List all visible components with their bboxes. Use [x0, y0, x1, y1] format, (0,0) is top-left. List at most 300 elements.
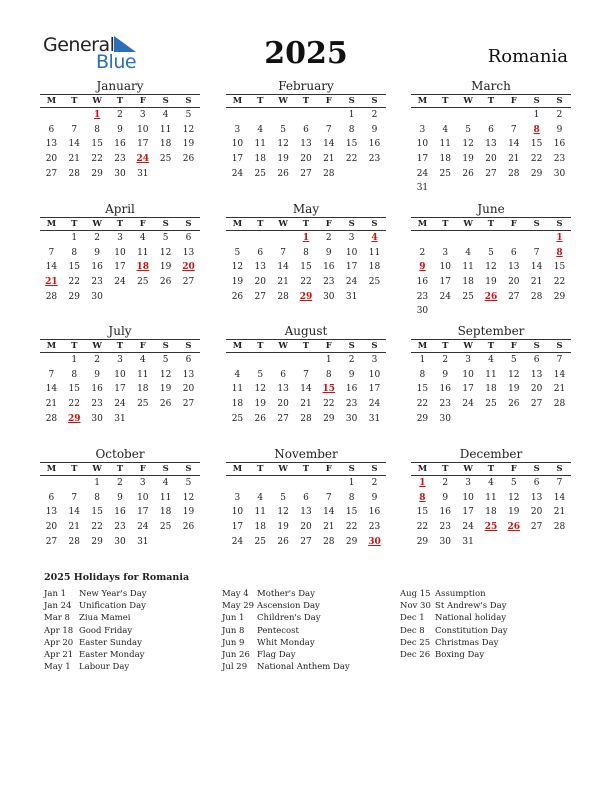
holiday-name: Ascension Day	[257, 601, 320, 612]
day-cell: 5	[488, 247, 494, 258]
holiday-name: Whit Monday	[257, 637, 315, 648]
holiday-item	[44, 612, 147, 624]
day-cell: 18	[159, 507, 172, 518]
holiday-day-cell: 9	[419, 262, 426, 273]
day-cell: 2	[419, 247, 426, 258]
empty-cell	[457, 231, 480, 246]
day-cell: 11	[137, 369, 149, 380]
day-cell: 20	[508, 277, 520, 288]
empty-cell	[249, 108, 272, 123]
day-cell: 20	[300, 154, 312, 165]
day-cell: 29	[91, 536, 103, 547]
empty-cell	[295, 476, 318, 491]
week-row	[411, 123, 571, 138]
weekday-label: T	[116, 341, 124, 351]
weekday-label: S	[348, 464, 355, 474]
weekday-label: T	[302, 464, 310, 474]
day-cell: 4	[488, 355, 494, 365]
day-cell: 22	[416, 399, 429, 410]
empty-cell	[411, 231, 434, 246]
weekday-label: S	[162, 96, 169, 106]
empty-cell	[548, 181, 571, 196]
day-cell: 7	[71, 492, 78, 503]
holiday-column	[222, 588, 350, 673]
day-cell: 17	[368, 384, 381, 395]
week-row	[40, 382, 200, 397]
day-cell: 17	[137, 139, 149, 150]
empty-cell	[363, 290, 386, 305]
day-cell: 1	[71, 355, 78, 365]
week-row	[226, 382, 386, 397]
week-row	[411, 491, 571, 506]
weekday-header	[226, 94, 386, 108]
day-cell: 27	[485, 168, 497, 179]
weekday-header	[411, 339, 571, 353]
month-april	[40, 202, 200, 304]
weekday-label: M	[46, 96, 57, 106]
day-cell: 29	[416, 536, 429, 547]
day-cell: 12	[159, 369, 172, 380]
day-cell: 22	[68, 399, 80, 410]
day-cell: 6	[185, 355, 192, 365]
day-cell: 7	[48, 369, 55, 380]
holiday-date: Jun 1	[222, 613, 245, 624]
week-row	[411, 137, 571, 152]
holiday-item	[400, 600, 508, 612]
week-row	[226, 491, 386, 506]
day-cell: 11	[254, 139, 266, 150]
weekday-label: S	[185, 96, 192, 106]
day-cell: 26	[182, 522, 195, 533]
day-cell: 27	[254, 291, 266, 302]
day-cell: 19	[277, 522, 289, 533]
day-cell: 3	[465, 355, 471, 365]
day-cell: 12	[182, 124, 195, 135]
weekday-label: M	[232, 464, 243, 474]
week-row	[411, 397, 571, 412]
day-cell: 20	[530, 507, 543, 518]
day-cell: 23	[368, 522, 381, 533]
day-cell: 4	[162, 110, 169, 120]
day-cell: 6	[280, 369, 286, 380]
day-cell: 7	[556, 355, 563, 365]
empty-cell	[295, 108, 318, 123]
week-row	[411, 260, 571, 275]
month-title: September	[457, 324, 525, 338]
empty-cell	[177, 535, 200, 550]
day-cell: 4	[257, 492, 264, 503]
weekday-label: W	[92, 96, 102, 106]
holiday-item	[222, 588, 350, 600]
week-row	[40, 353, 200, 368]
day-cell: 11	[254, 507, 266, 518]
day-cell: 7	[303, 369, 309, 380]
weekday-label: F	[510, 96, 517, 106]
holiday-name: New Year's Day	[79, 589, 147, 599]
day-cell: 29	[323, 413, 335, 424]
empty-cell	[154, 412, 177, 427]
day-cell: 28	[300, 413, 312, 424]
month-title: June	[477, 202, 505, 216]
day-cell: 15	[345, 139, 358, 150]
day-cell: 13	[300, 139, 312, 150]
empty-cell	[457, 304, 480, 319]
holiday-date: Dec 1	[400, 613, 425, 624]
day-cell: 17	[416, 154, 429, 165]
day-cell: 12	[159, 247, 172, 258]
holiday-name: Christmas Day	[435, 637, 499, 648]
day-cell: 10	[345, 247, 358, 258]
day-cell: 22	[91, 154, 103, 165]
day-cell: 21	[300, 399, 312, 410]
day-cell: 10	[114, 369, 126, 380]
page-title-year: 2025	[264, 36, 348, 71]
day-cell: 20	[45, 154, 58, 165]
month-title: October	[95, 447, 145, 461]
holiday-column	[400, 588, 508, 661]
weekday-label: W	[463, 341, 473, 351]
holiday-item	[400, 588, 508, 600]
empty-cell	[480, 181, 503, 196]
empty-cell	[457, 108, 480, 123]
day-cell: 2	[325, 233, 332, 243]
day-cell: 21	[323, 522, 335, 533]
day-cell: 16	[439, 507, 451, 518]
weekday-label: T	[487, 341, 495, 351]
day-cell: 6	[257, 247, 264, 258]
holiday-item	[44, 661, 147, 673]
month-title: July	[108, 324, 132, 338]
day-cell: 21	[530, 277, 543, 288]
day-cell: 23	[91, 399, 103, 410]
holiday-day-cell: 1	[302, 233, 310, 243]
day-cell: 16	[91, 384, 103, 395]
day-cell: 22	[323, 399, 335, 410]
day-cell: 31	[416, 183, 429, 194]
week-row	[411, 231, 571, 246]
day-cell: 30	[345, 413, 358, 424]
week-row	[40, 368, 200, 383]
empty-cell	[226, 476, 249, 491]
day-cell: 18	[439, 154, 451, 165]
day-cell: 17	[462, 507, 474, 518]
holiday-day-cell: 15	[322, 384, 336, 395]
weekday-label: S	[533, 96, 540, 106]
week-row	[226, 231, 386, 246]
weekday-header	[226, 462, 386, 476]
day-cell: 3	[348, 233, 355, 243]
weekday-label: W	[463, 219, 473, 229]
month-title: May	[292, 202, 320, 216]
holiday-item	[222, 637, 350, 649]
empty-cell	[363, 167, 386, 182]
month-september	[411, 324, 571, 426]
day-cell: 24	[231, 536, 244, 547]
week-row	[411, 246, 571, 261]
day-cell: 5	[162, 355, 169, 365]
empty-cell	[177, 290, 200, 305]
day-cell: 4	[234, 369, 241, 380]
day-cell: 14	[45, 384, 58, 395]
day-cell: 19	[485, 277, 497, 288]
day-cell: 30	[416, 306, 429, 317]
week-row	[40, 108, 200, 123]
holiday-item	[222, 661, 350, 673]
week-row	[226, 368, 386, 383]
weekday-label: T	[302, 96, 310, 106]
day-cell: 25	[462, 291, 474, 302]
day-cell: 5	[510, 355, 517, 365]
day-cell: 25	[137, 277, 149, 288]
week-row	[411, 520, 571, 535]
weekday-header	[411, 217, 571, 231]
day-cell: 15	[416, 507, 429, 518]
day-cell: 13	[530, 369, 543, 380]
empty-cell	[457, 181, 480, 196]
day-cell: 25	[231, 413, 244, 424]
day-cell: 14	[530, 262, 543, 273]
country-name: Romania	[487, 46, 568, 67]
day-cell: 15	[345, 507, 358, 518]
month-may	[226, 202, 386, 304]
weekday-label: F	[139, 219, 146, 229]
day-cell: 22	[345, 522, 358, 533]
day-cell: 28	[530, 291, 543, 302]
day-cell: 4	[139, 355, 146, 365]
day-cell: 24	[416, 168, 429, 179]
week-row	[40, 520, 200, 535]
day-cell: 16	[439, 384, 451, 395]
empty-cell	[525, 304, 548, 319]
day-cell: 28	[277, 291, 289, 302]
day-cell: 11	[439, 139, 451, 150]
day-cell: 2	[117, 110, 123, 120]
empty-cell	[317, 108, 340, 123]
day-cell: 13	[182, 369, 195, 380]
holiday-name: Easter Monday	[79, 649, 145, 660]
day-cell: 3	[419, 124, 426, 135]
week-row	[411, 290, 571, 305]
day-cell: 28	[323, 536, 335, 547]
day-cell: 10	[114, 247, 126, 258]
day-cell: 29	[416, 413, 429, 424]
weekday-label: T	[487, 96, 495, 106]
day-cell: 8	[303, 247, 309, 258]
day-cell: 27	[300, 536, 312, 547]
day-cell: 23	[368, 154, 381, 165]
empty-cell	[272, 476, 295, 491]
day-cell: 30	[439, 413, 451, 424]
day-cell: 2	[442, 355, 449, 365]
holiday-name: Constitution Day	[435, 625, 508, 636]
day-cell: 23	[439, 399, 451, 410]
week-row	[411, 275, 571, 290]
holiday-item	[222, 625, 350, 637]
weekday-label: S	[371, 341, 378, 351]
day-cell: 2	[556, 110, 563, 120]
day-cell: 17	[114, 384, 126, 395]
day-cell: 21	[277, 277, 289, 288]
holiday-date: Jun 8	[222, 625, 245, 636]
day-cell: 6	[533, 478, 540, 488]
day-cell: 24	[345, 277, 358, 288]
day-cell: 1	[419, 355, 426, 365]
day-cell: 7	[533, 247, 540, 258]
weekday-label: T	[257, 96, 264, 106]
weekday-label: S	[556, 96, 563, 106]
empty-cell	[226, 231, 249, 246]
empty-cell	[131, 290, 154, 305]
weekday-label: S	[533, 464, 540, 474]
week-row	[411, 505, 571, 520]
week-row	[40, 275, 200, 290]
day-cell: 9	[371, 124, 378, 135]
day-cell: 28	[553, 399, 566, 410]
weekday-label: M	[417, 464, 428, 474]
day-cell: 22	[553, 277, 566, 288]
weekday-label: W	[278, 96, 288, 106]
week-row	[40, 535, 200, 550]
day-cell: 26	[277, 168, 289, 179]
day-cell: 20	[485, 154, 497, 165]
day-cell: 22	[345, 154, 358, 165]
day-cell: 3	[465, 478, 471, 488]
empty-cell	[434, 108, 457, 123]
week-row	[226, 167, 386, 182]
holiday-item	[44, 625, 147, 637]
day-cell: 30	[439, 536, 451, 547]
month-august	[226, 324, 386, 426]
day-cell: 9	[348, 369, 355, 380]
day-cell: 2	[94, 233, 100, 243]
month-february	[226, 79, 386, 181]
holiday-name: Mother's Day	[257, 589, 315, 599]
day-cell: 5	[185, 110, 192, 120]
empty-cell	[502, 535, 525, 550]
day-cell: 3	[234, 124, 241, 135]
holiday-day-cell: 1	[93, 110, 101, 120]
day-cell: 11	[485, 369, 497, 380]
weekday-label: T	[302, 341, 310, 351]
month-january	[40, 79, 200, 181]
holiday-item	[44, 637, 147, 649]
weekday-header	[226, 339, 386, 353]
holidays-title: 2025 Holidays for Romania	[44, 572, 190, 583]
holiday-column	[44, 588, 147, 673]
day-cell: 12	[508, 369, 520, 380]
empty-cell	[249, 476, 272, 491]
day-cell: 15	[68, 384, 80, 395]
empty-cell	[272, 108, 295, 123]
holiday-item	[222, 612, 350, 624]
week-row	[226, 108, 386, 123]
holiday-day-cell: 8	[419, 492, 426, 503]
day-cell: 22	[91, 522, 103, 533]
weekday-label: S	[533, 341, 540, 351]
holiday-day-cell: 1	[556, 233, 563, 243]
week-row	[226, 275, 386, 290]
day-cell: 26	[277, 536, 289, 547]
day-cell: 2	[371, 478, 378, 488]
week-row	[40, 167, 200, 182]
holiday-item	[44, 600, 147, 612]
week-row	[411, 476, 571, 491]
day-cell: 13	[530, 492, 543, 503]
day-cell: 11	[231, 384, 244, 395]
day-cell: 5	[185, 478, 192, 488]
week-row	[40, 491, 200, 506]
month-title: April	[105, 202, 135, 216]
empty-cell	[177, 167, 200, 182]
day-cell: 4	[442, 124, 449, 135]
holiday-date: Jun 9	[222, 637, 245, 648]
day-cell: 15	[530, 139, 543, 150]
empty-cell	[154, 167, 177, 182]
day-cell: 18	[254, 154, 266, 165]
week-row	[226, 137, 386, 152]
weekday-label: W	[92, 464, 102, 474]
day-cell: 4	[488, 478, 494, 488]
month-title: February	[278, 79, 334, 93]
day-cell: 31	[368, 413, 381, 424]
empty-cell	[226, 353, 249, 368]
day-cell: 16	[114, 507, 126, 518]
weekday-header	[40, 94, 200, 108]
day-cell: 22	[68, 277, 80, 288]
day-cell: 14	[277, 262, 289, 273]
day-cell: 17	[345, 262, 358, 273]
day-cell: 5	[465, 124, 471, 135]
day-cell: 13	[45, 507, 58, 518]
weekday-label: S	[348, 341, 355, 351]
weekday-label: T	[71, 219, 78, 229]
week-row	[40, 412, 200, 427]
holiday-date: Dec 26	[400, 649, 431, 660]
weekday-label: T	[487, 464, 495, 474]
month-december	[411, 447, 571, 549]
empty-cell	[434, 181, 457, 196]
holiday-date: Jan 1	[44, 589, 67, 599]
day-cell: 14	[553, 369, 566, 380]
holiday-name: Children's Day	[257, 613, 321, 624]
day-cell: 20	[300, 522, 312, 533]
weekday-label: T	[302, 219, 310, 229]
holiday-day-cell: 1	[419, 478, 426, 488]
day-cell: 26	[159, 277, 172, 288]
day-cell: 16	[114, 139, 126, 150]
empty-cell	[548, 412, 571, 427]
day-cell: 24	[114, 277, 126, 288]
week-row	[226, 397, 386, 412]
month-october	[40, 447, 200, 549]
week-row	[226, 246, 386, 261]
weekday-label: S	[556, 464, 563, 474]
weekday-label: T	[257, 341, 264, 351]
day-cell: 18	[485, 507, 497, 518]
day-cell: 13	[45, 139, 58, 150]
day-cell: 24	[462, 522, 474, 533]
day-cell: 12	[277, 139, 289, 150]
day-cell: 10	[231, 139, 244, 150]
day-cell: 30	[91, 291, 103, 302]
holiday-item	[44, 649, 147, 661]
holiday-day-cell: 21	[45, 277, 58, 288]
day-cell: 18	[254, 522, 266, 533]
weekday-label: T	[71, 96, 78, 106]
day-cell: 27	[182, 277, 195, 288]
week-row	[40, 505, 200, 520]
holiday-day-cell: 20	[182, 262, 195, 273]
